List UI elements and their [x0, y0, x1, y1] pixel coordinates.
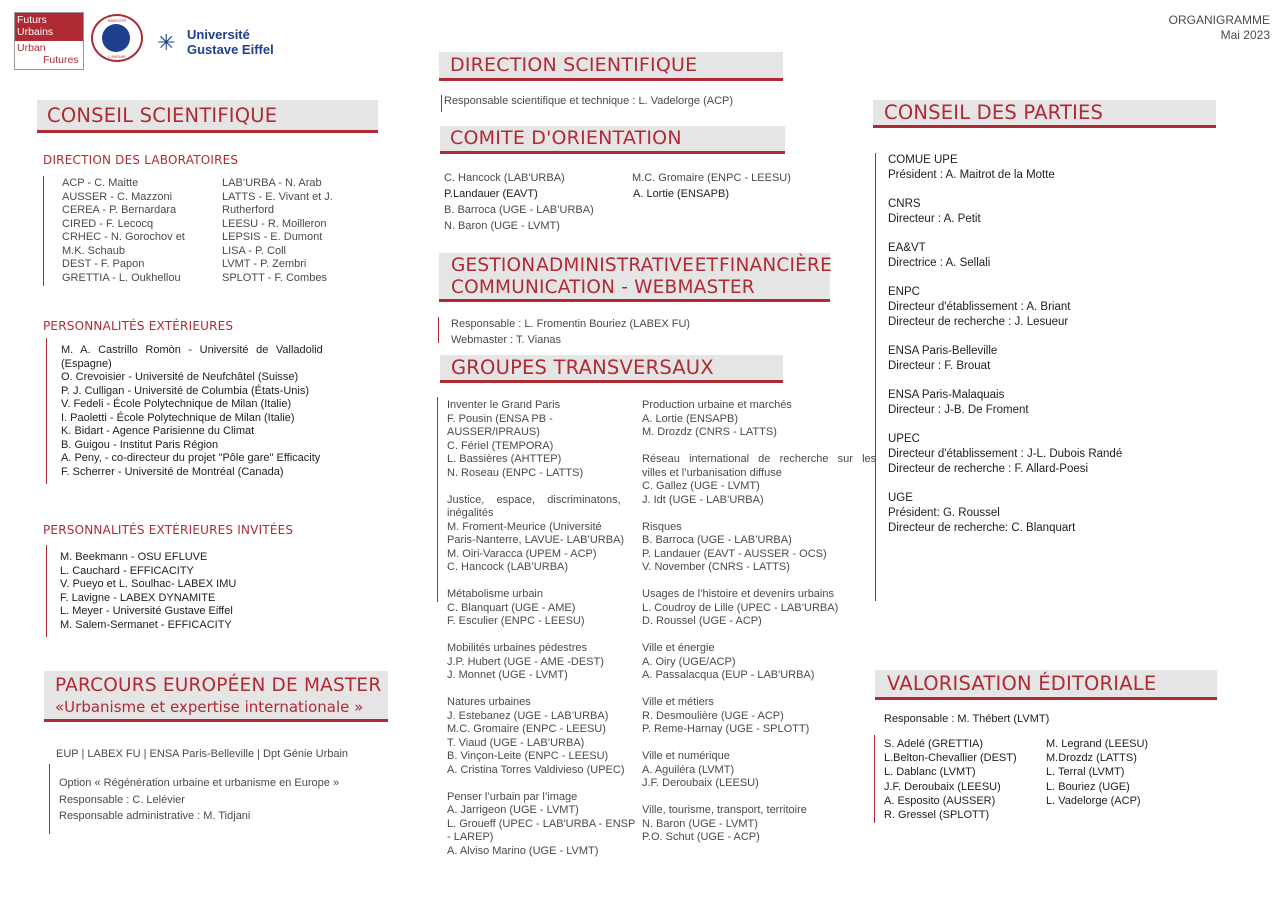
- gestion-header: [439, 253, 830, 302]
- partie-role: Président: G. Roussel: [888, 507, 1000, 520]
- groupe-block: [447, 642, 633, 683]
- logo-text-futurs: Futurs: [17, 14, 47, 26]
- ext-item-justified: [61, 344, 337, 358]
- ext-item: V. Fedeli - École Polytechnique de Milan (Italie): [61, 398, 292, 410]
- master-line: Option « Régénération urbaine et urbanisme en Europe »: [59, 777, 340, 789]
- logo-text-futures: Futures: [43, 54, 79, 66]
- personnalites-exterieures-title: PERSONNALITÉS EXTÉRIEURES: [43, 319, 234, 333]
- master-header: [44, 671, 388, 722]
- inv-item: M. Beekmann - OSU EFLUVE: [60, 551, 208, 563]
- comite-header: [440, 126, 785, 154]
- ds-bar: [441, 95, 442, 112]
- valorisation-member: M. Legrand (LEESU): [1046, 738, 1149, 750]
- groupe-member: M. Drozdz (CNRS - LATTS): [642, 426, 777, 438]
- partie-name: EA&VT: [888, 242, 926, 255]
- gestion-title-word: FINANCIÈRE: [718, 255, 832, 276]
- groupe-title: Ville et numérique: [642, 750, 730, 762]
- document-label: ORGANIGRAMME: [1168, 13, 1270, 27]
- groupe-member: M. Froment-Meurice (Université: [447, 520, 602, 533]
- partie-name: UGE: [888, 492, 913, 505]
- inv-bar: [46, 545, 47, 637]
- groupe-member: T. Viaud (UGE - LAB’URBA): [447, 736, 585, 749]
- comite-member: M.C. Gromaire (ENPC - LEESU): [632, 172, 791, 184]
- groupe-title: Réseau international de recherche sur les: [642, 453, 877, 465]
- valorisation-member: J.F. Deroubaix (LEESU): [884, 780, 1001, 793]
- groupe-title: Risques: [642, 520, 682, 533]
- investir-avenir-logo: [91, 14, 143, 62]
- partie-role: Directeur d'établissement : J-L. Dubois Randé: [888, 448, 1123, 461]
- partie-role: Directeur de recherche : J. Lesueur: [888, 315, 1069, 328]
- lab-item: CIRED - F. Lecocq: [62, 217, 154, 230]
- ext-item: M. A. Castrillo Romòn - Université de Valladolid: [61, 344, 323, 356]
- valorisation-right-list: [1046, 737, 1148, 808]
- groupe-block: [447, 696, 633, 777]
- conseil-parties-header: [873, 100, 1216, 128]
- groupe-member: F. Esculier (ENPC - LEESU): [447, 615, 585, 627]
- labs-left-list: [62, 177, 185, 285]
- groupe-block: [447, 790, 636, 859]
- valorisation-member: L. Bouriez (UGE): [1046, 780, 1130, 793]
- groupe-member: A. Aguiléra (LVMT): [642, 763, 735, 776]
- conseil-parties-list: [888, 153, 1122, 536]
- partie-role: Directeur : F. Brouat: [888, 359, 991, 372]
- master-subtitle: «Urbanisme et expertise internationale »: [55, 698, 364, 716]
- groupe-member: R. Desmoulière (UGE - ACP): [642, 709, 784, 722]
- groupe-member: L. Coudroy de Lille (UPEC - LAB’URBA): [642, 601, 839, 614]
- groupe-member: A. Lortie (ENSAPB): [642, 412, 738, 425]
- groupes-bar: [437, 397, 438, 602]
- groupe-block: [642, 588, 868, 629]
- logo-text-urbains: Urbains: [17, 26, 54, 38]
- groupe-title: Inventer le Grand Paris: [447, 399, 561, 411]
- inv-item: F. Lavigne - LABEX DYNAMITE: [60, 591, 216, 604]
- uge-star-icon: ✳: [157, 30, 176, 55]
- gestion-bar: [438, 317, 439, 343]
- lab-item: DEST - F. Papon: [62, 258, 145, 270]
- valorisation-member: L. Vadelorge (ACP): [1046, 794, 1141, 807]
- groupe-member: N. Roseau (ENPC - LATTS): [447, 466, 584, 479]
- ext-item: P. J. Culligan - Université de Columbia (États-Unis): [61, 384, 309, 397]
- groupe-block: [642, 750, 868, 791]
- groupe-member: C. Gallez (UGE - LVMT): [642, 480, 760, 492]
- lab-item: GRETTIA - L. Oukhellou: [62, 271, 181, 284]
- partie-role: Directeur : J-B. De Froment: [888, 404, 1029, 417]
- direction-scientifique-header: [439, 52, 783, 81]
- gestion-line: Responsable : L. Fromentin Bouriez (LABEX FU): [451, 318, 691, 330]
- partie-name: COMUE UPE: [888, 154, 958, 166]
- uge-logo-line1: Université: [187, 27, 250, 42]
- comite-member: C. Hancock (LAB'URBA): [444, 172, 565, 184]
- lab-item: LISA - P. Coll: [222, 244, 286, 257]
- labs-bar: [43, 176, 44, 286]
- direction-laboratoires-title: DIRECTION DES LABORATOIRES: [43, 153, 239, 167]
- groupe-block: [642, 399, 868, 440]
- groupe-member: A. Cristina Torres Valdivieso (UPEC): [447, 763, 625, 776]
- partie-block: [888, 153, 1122, 183]
- ext-item: A. Peny, - co-directeur du projet "Pôle gare" Efficacity: [61, 452, 321, 464]
- comite-member: A. Lortie (ENSAPB): [633, 188, 729, 200]
- partie-name: ENSA Paris-Belleville: [888, 345, 998, 358]
- ext-item: I. Paoletti - École Polytechnique de Milan (Italie): [61, 411, 295, 424]
- logo-text-investir: INVESTIR: [107, 18, 127, 23]
- gestion-line: Webmaster : T. Vianas: [451, 334, 562, 346]
- partie-block: [888, 197, 1122, 227]
- groupe-member: B. Vinçon-Leite (ENPC - LEESU): [447, 750, 609, 762]
- valorisation-member: A. Esposito (AUSSER): [884, 794, 996, 807]
- groupe-member: P. Landauer (EAVT - AUSSER - OCS): [642, 547, 827, 560]
- groupe-block: [447, 494, 633, 575]
- lab-item: AUSSER - C. Mazzoni: [62, 190, 173, 203]
- valorisation-member: L.Belton-Chevallier (DEST): [884, 752, 1017, 765]
- groupe-member: M.C. Gromaire (ENPC - LEESU): [447, 723, 606, 735]
- lab-item: LEPSIS - E. Dumont: [222, 231, 323, 243]
- ext-item: O. Crevoisier - Université de Neufchâtel (Suisse): [61, 371, 299, 383]
- logo-text-urban: Urban: [17, 42, 46, 54]
- master-line: Responsable administrative : M. Tidjani: [59, 810, 251, 822]
- groupe-title: villes et l’urbanisation diffuse: [642, 466, 782, 479]
- partie-block: [888, 344, 1122, 374]
- conseil-scientifique-header: [37, 100, 378, 133]
- document-date: Mai 2023: [1220, 28, 1270, 42]
- lab-item: LATTS - E. Vivant et J.: [222, 190, 333, 203]
- groupe-title: Production urbaine et marchés: [642, 399, 792, 411]
- partie-block: [888, 241, 1122, 271]
- groupe-member: P. Reme-Harnay (UGE - SPLOTT): [642, 723, 810, 735]
- valorisation-header: [875, 670, 1217, 700]
- groupe-member: N. Baron (UGE - LVMT): [642, 817, 758, 830]
- groupe-block: [447, 588, 633, 629]
- groupe-member: J.F. Deroubaix (LEESU): [642, 777, 759, 789]
- conseil-parties-bar: [875, 153, 876, 601]
- groupe-member: A. Passalacqua (EUP - LAB'URBA): [642, 669, 815, 681]
- partie-role: Président : A. Maitrot de la Motte: [888, 168, 1055, 181]
- groupe-title: Mobilités urbaines pédestres: [447, 642, 588, 654]
- lab-item: LAB’URBA - N. Arab: [222, 177, 322, 189]
- valorisation-member: R. Gressel (SPLOTT): [884, 809, 990, 822]
- lab-item: LEESU - R. Moilleron: [222, 217, 327, 230]
- groupe-member: J. Monnet (UGE - LVMT): [447, 669, 568, 681]
- valorisation-responsable: Responsable : M. Thébert (LVMT): [884, 713, 1050, 725]
- groupe-title: Penser l’urbain par l’image: [447, 790, 578, 803]
- ext-item: (Espagne): [61, 357, 112, 370]
- groupe-title: Natures urbaines: [447, 696, 531, 708]
- uge-logo-line2: Gustave Eiffel: [187, 41, 274, 57]
- groupe-member: F. Pousin (ENSA PB -: [447, 412, 553, 425]
- valorisation-bar: [874, 735, 875, 823]
- groupes-left-col: [447, 399, 636, 872]
- partie-role: Directeur : A. Petit: [888, 212, 981, 225]
- groupe-member: M. Oiri-Varacca (UPEM - ACP): [447, 547, 597, 560]
- valorisation-member: S. Adelé (GRETTIA): [884, 738, 984, 750]
- partie-block: [888, 285, 1122, 329]
- comite-member: B. Barroca (UGE - LAB’URBA): [444, 204, 594, 216]
- valorisation-title: VALORISATION ÉDITORIALE: [887, 672, 1157, 695]
- valorisation-member: L. Dablanc (LVMT): [884, 766, 976, 779]
- partie-block: [888, 432, 1122, 476]
- groupe-member: C. Hancock (LAB’URBA): [447, 561, 569, 573]
- groupe-block: [642, 696, 868, 737]
- conseil-scientifique-title: CONSEIL SCIENTIFIQUE: [47, 104, 278, 127]
- gestion-lines: [451, 316, 690, 348]
- partie-role: Directrice : A. Sellali: [888, 256, 991, 269]
- groupe-member: Paris-Nanterre, LAVUE- LAB’URBA): [447, 534, 625, 546]
- gestion-title-word: ET: [694, 255, 719, 276]
- groupe-title: Usages de l’histoire et devenirs urbains: [642, 588, 834, 600]
- personnalites-invitees-title: PERSONNALITÉS EXTÉRIEURES INVITÉES: [43, 523, 294, 537]
- master-bar: [49, 764, 50, 834]
- comite-right-list: [632, 170, 791, 202]
- groupe-member: A. Jarrigeon (UGE - LVMT): [447, 804, 579, 816]
- groupe-member: - LAREP): [447, 831, 494, 843]
- partie-role: Directeur d'établissement : A. Briant: [888, 301, 1071, 314]
- inv-item: V. Pueyo et L. Soulhac- LABEX IMU: [60, 578, 237, 590]
- groupe-member: A. Oiry (UGE/ACP): [642, 655, 736, 668]
- labs-right-list: [222, 177, 333, 285]
- partie-role: Directeur de recherche : F. Allard-Poesi: [888, 462, 1089, 475]
- comite-member: P.Landauer (EAVT): [444, 188, 538, 200]
- partie-name: ENSA Paris-Malaquais: [888, 389, 1005, 402]
- partie-name: ENPC: [888, 286, 920, 299]
- groupe-member: L. Groueff (UPEC - LAB'URBA - ENSP: [447, 817, 636, 830]
- groupe-member: J.P. Hubert (UGE - AME -DEST): [447, 655, 604, 668]
- groupe-member: B. Barroca (UGE - LAB’URBA): [642, 534, 792, 546]
- logo-text-avenir: L'AVENIR: [108, 54, 126, 59]
- ext-item: F. Scherrer - Université de Montréal (Canada): [61, 465, 284, 478]
- inv-item: L. Cauchard - EFFICACITY: [60, 564, 194, 577]
- master-line: Responsable : C. Lelévier: [59, 793, 185, 806]
- gestion-title-word: ADMINISTRATIVE: [536, 255, 694, 276]
- groupe-title: Ville et métiers: [642, 696, 714, 708]
- lab-item: Rutherford: [222, 204, 274, 216]
- groupe-member: D. Roussel (UGE - ACP): [642, 615, 762, 627]
- groupe-member: C. Blanquart (UGE - AME): [447, 601, 576, 614]
- groupe-member: J. Estebanez (UGE - LAB’URBA): [447, 709, 609, 722]
- groupe-member: L. Bassières (AHTTEP): [447, 453, 562, 465]
- groupe-title: inégalités: [447, 507, 494, 519]
- valorisation-left-list: [884, 737, 1017, 822]
- partie-block: [888, 388, 1122, 418]
- master-lines: [59, 775, 339, 825]
- groupe-member: A. Alviso Marino (UGE - LVMT): [447, 844, 599, 857]
- inv-item: L. Meyer - Université Gustave Eiffel: [60, 605, 233, 617]
- groupe-title: Ville, tourisme, transport, territoire: [642, 804, 807, 816]
- futurs-urbains-logo: [14, 12, 84, 70]
- groupe-member: AUSSER/IPRAUS): [447, 426, 540, 438]
- comite-left-list: [444, 170, 594, 234]
- direction-scientifique-line: Responsable scientifique et technique : L. Vadelorge (ACP): [444, 95, 734, 107]
- groupe-member: J. Idt (UGE - LAB’URBA): [642, 493, 764, 506]
- partie-name: UPEC: [888, 433, 920, 446]
- inv-list: [60, 551, 236, 632]
- inv-item: M. Salem-Sermanet - EFFICACITY: [60, 618, 232, 631]
- lab-item: ACP - C. Maitte: [62, 177, 139, 189]
- lab-item: SPLOTT - F. Combes: [222, 271, 327, 284]
- groupe-member: C. Fériel (TEMPORA): [447, 439, 554, 452]
- ext-item: K. Bidart - Agence Parisienne du Climat: [61, 425, 255, 437]
- groupe-title: Métabolisme urbain: [447, 588, 543, 600]
- master-partners: EUP | LABEX FU | ENSA Paris-Belleville | Dpt Génie Urbain: [56, 748, 349, 760]
- ext-bar: [46, 338, 47, 484]
- groupe-block: [642, 804, 868, 845]
- partie-name: CNRS: [888, 198, 921, 211]
- groupe-title: Justice, espace, discriminatons,: [447, 493, 621, 506]
- valorisation-member: L. Terral (LVMT): [1046, 766, 1125, 779]
- groupe-member: V. November (CNRS - LATTS): [642, 561, 790, 573]
- groupe-block: [642, 453, 877, 507]
- ext-list: [61, 344, 337, 479]
- conseil-parties-title: CONSEIL DES PARTIES: [884, 101, 1104, 124]
- document-meta: [1169, 13, 1270, 43]
- ext-item: B. Guigou - Institut Paris Région: [61, 438, 219, 451]
- groupe-block: [642, 642, 868, 683]
- lab-item: CEREA - P. Bernardara: [62, 204, 177, 216]
- gestion-title-line1: [451, 255, 832, 276]
- valorisation-member: M.Drozdz (LATTS): [1046, 752, 1137, 765]
- partie-role: Directeur de recherche: C. Blanquart: [888, 521, 1076, 534]
- partie-block: [888, 491, 1122, 535]
- groupes-right-col: [642, 399, 877, 858]
- groupes-title: GROUPES TRANSVERSAUX: [451, 356, 714, 379]
- groupe-member: P.O. Schut (UGE - ACP): [642, 831, 760, 843]
- gestion-title-word: GESTION: [451, 255, 536, 276]
- groupe-block: [642, 521, 868, 575]
- groupes-header: [440, 355, 783, 383]
- lab-item: CRHEC - N. Gorochov et: [62, 231, 185, 243]
- groupe-block: [447, 399, 633, 480]
- groupe-title: Ville et énergie: [642, 642, 715, 654]
- master-title: PARCOURS EUROPÉEN DE MASTER: [55, 675, 382, 696]
- marianne-icon: [102, 24, 130, 52]
- lab-item: LVMT - P. Zembri: [222, 258, 307, 270]
- lab-item: M.K. Schaub: [62, 244, 125, 257]
- comite-title: COMITE D'ORIENTATION: [450, 127, 682, 149]
- direction-scientifique-title: DIRECTION SCIENTIFIQUE: [450, 54, 698, 76]
- gestion-title-line2: COMMUNICATION - WEBMASTER: [451, 277, 755, 298]
- comite-member: N. Baron (UGE - LVMT): [444, 220, 560, 232]
